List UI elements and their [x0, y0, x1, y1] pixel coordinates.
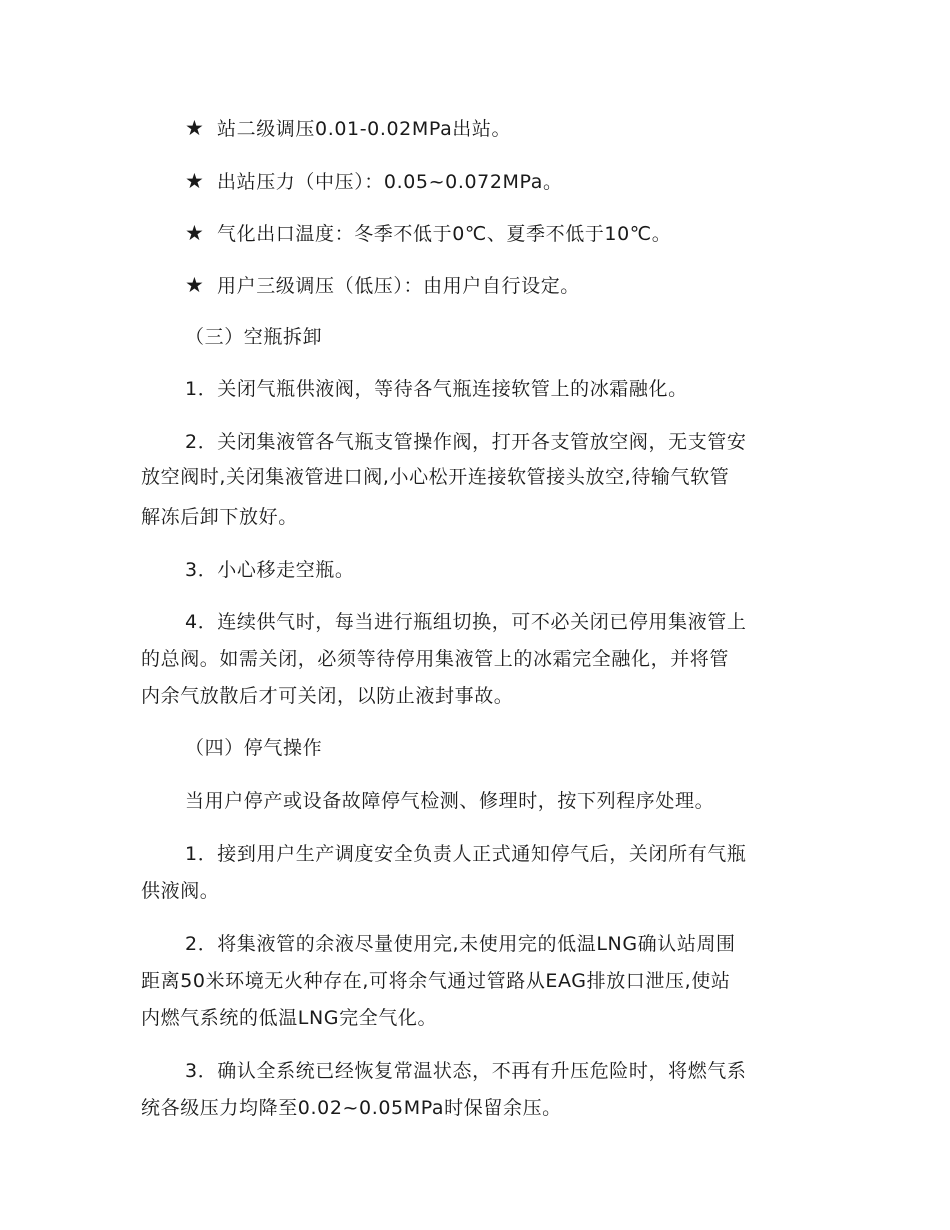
paragraph-line: 解冻后卸下放好。 [141, 506, 298, 528]
paragraph-line: 内燃气系统的低温LNG完全气化。 [141, 1007, 438, 1029]
section-heading: （四）停气操作 [185, 737, 323, 759]
star-icon: ★ [185, 116, 205, 140]
paragraph-line: 供液阀。 [141, 880, 220, 902]
bullet-item: ★ 气化出口温度：冬季不低于0℃、夏季不低于10℃。 [185, 221, 672, 245]
paragraph-line: 统各级压力均降至0.02~0.05MPa时保留余压。 [141, 1097, 562, 1119]
paragraph-line: 3．确认全系统已经恢复常温状态，不再有升压危险时，将燃气系 [185, 1060, 747, 1082]
star-icon: ★ [185, 221, 205, 245]
paragraph-line: 2．关闭集液管各气瓶支管操作阀，打开各支管放空阀，无支管安 [185, 431, 747, 453]
paragraph-line: 距离50米环境无火种存在,可将余气通过管路从EAG排放口泄压,使站 [141, 970, 731, 992]
star-icon: ★ [185, 273, 205, 297]
paragraph-line: 3．小心移走空瓶。 [185, 559, 355, 581]
bullet-item: ★ 出站压力（中压）：0.05~0.072MPa。 [185, 169, 563, 193]
paragraph-line: 当用户停产或设备故障停气检测、修理时，按下列程序处理。 [185, 790, 715, 812]
section-heading: （三）空瓶拆卸 [185, 326, 323, 348]
paragraph-line: 的总阀。如需关闭，必须等待停用集液管上的冰霜完全融化，并将管 [141, 648, 730, 670]
star-icon: ★ [185, 169, 205, 193]
bullet-item: ★ 站二级调压0.01-0.02MPa出站。 [185, 116, 512, 140]
paragraph-line: 放空阀时,关闭集液管进口阀,小心松开连接软管接头放空,待输气软管 [141, 466, 730, 488]
paragraph-line: 1．关闭气瓶供液阀，等待各气瓶连接软管上的冰霜融化。 [185, 378, 688, 400]
paragraph-line: 4．连续供气时，每当进行瓶组切换，可不必关闭已停用集液管上 [185, 611, 747, 633]
paragraph-line: 1．接到用户生产调度安全负责人正式通知停气后，关闭所有气瓶 [185, 843, 747, 865]
paragraph-line: 内余气放散后才可关闭，以防止液封事故。 [141, 685, 514, 707]
paragraph-line: 2．将集液管的余液尽量使用完,未使用完的低温LNG确认站周围 [185, 933, 736, 955]
bullet-item: ★ 用户三级调压（低压）：由用户自行设定。 [185, 273, 580, 297]
